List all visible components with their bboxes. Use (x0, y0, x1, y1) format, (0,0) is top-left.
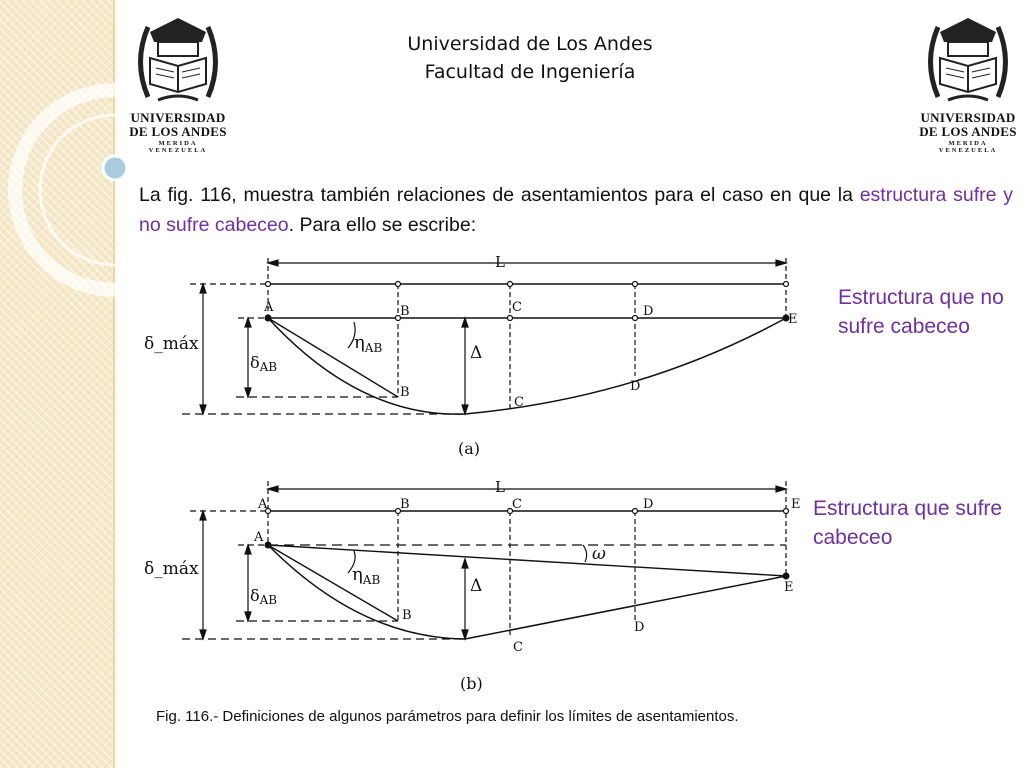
point-b-top-label: B (400, 497, 410, 512)
point-e-top-label: E (791, 497, 801, 512)
chord-ab (268, 318, 398, 397)
figure-a-diagram (140, 248, 820, 463)
inner-arc (40, 115, 140, 265)
blue-dot-icon (103, 156, 127, 180)
figure-caption: Fig. 116.- Definiciones de algunos parámetros para definir los límites de asentamientos. (156, 708, 739, 725)
body-paragraph (139, 180, 1013, 240)
point-d-label: D (643, 304, 654, 319)
point-c-label: C (512, 300, 522, 315)
crest-icon (918, 12, 1018, 107)
logo-line1: UNIVERSIDAD (920, 110, 1016, 125)
point-d-top-label: D (643, 497, 654, 512)
omega-label: ω (592, 544, 606, 564)
point-a-label: A (264, 300, 274, 315)
point-c-top-label: C (512, 497, 522, 512)
outer-arc (15, 90, 140, 290)
figure-b-diagram (140, 473, 820, 698)
note-no-tilt: Estructura que no sufre cabeceo (838, 286, 1004, 338)
body-text-part1: La fig. 116, muestra también relaciones de asentamientos para el caso en que la (139, 184, 860, 206)
length-label: L (495, 478, 505, 496)
body-text-highlight: estructura sufre y no sufre cabeceo (139, 184, 1014, 236)
point-b-deflected-label: B (402, 608, 412, 623)
settlement-curve (268, 545, 786, 639)
sidebar-arcs (0, 0, 140, 768)
logo-line1: UNIVERSIDAD (130, 110, 226, 125)
body-text-part2: . Para ello se escribe: (288, 214, 477, 236)
eta-label: $\eta_{AB}$ (354, 332, 383, 355)
delta-label: Δ (470, 343, 483, 363)
note-tilt: Estructura que sufre cabeceo (813, 497, 1003, 549)
dmax-label: δ_máx (144, 334, 199, 354)
point-c-deflected-label: C (513, 640, 523, 655)
university-logo-right (918, 12, 1018, 152)
faculty-name: Facultad de Ingeniería (424, 61, 636, 83)
point-d-deflected-label: D (630, 379, 641, 394)
tilt-line (268, 545, 786, 576)
logo-line2: DE LOS ANDES (129, 124, 227, 139)
dab-label: δAB (250, 586, 278, 607)
university-name: Universidad de Los Andes (407, 33, 653, 55)
figure-a-label: (a) (458, 439, 481, 458)
eta-label: $\eta_{AB}$ (352, 564, 381, 587)
point-d-deflected-label: D (634, 620, 645, 635)
page-header (330, 30, 730, 86)
logo-line3: MERIDA VENEZUELA (938, 140, 998, 154)
point-b-label: B (400, 304, 410, 319)
dab-label: δAB (250, 353, 278, 374)
point-e-label: E (788, 312, 798, 327)
point-e-label: E (784, 580, 794, 595)
settlement-curve (268, 318, 786, 414)
omega-arc (583, 545, 587, 562)
crest-icon (128, 12, 228, 107)
point-c-deflected-label: C (514, 395, 524, 410)
point-b-deflected-label: B (400, 385, 410, 400)
figure-b-label: (b) (460, 674, 483, 693)
dmax-label: δ_máx (144, 559, 199, 579)
university-logo-left (128, 12, 228, 152)
logo-line2: DE LOS ANDES (919, 124, 1017, 139)
logo-line3: MERIDA VENEZUELA (148, 140, 208, 154)
point-a-label: A (254, 530, 264, 545)
length-label: L (495, 253, 505, 271)
delta-label: Δ (470, 576, 483, 596)
point-a-top-label: A (258, 497, 268, 512)
